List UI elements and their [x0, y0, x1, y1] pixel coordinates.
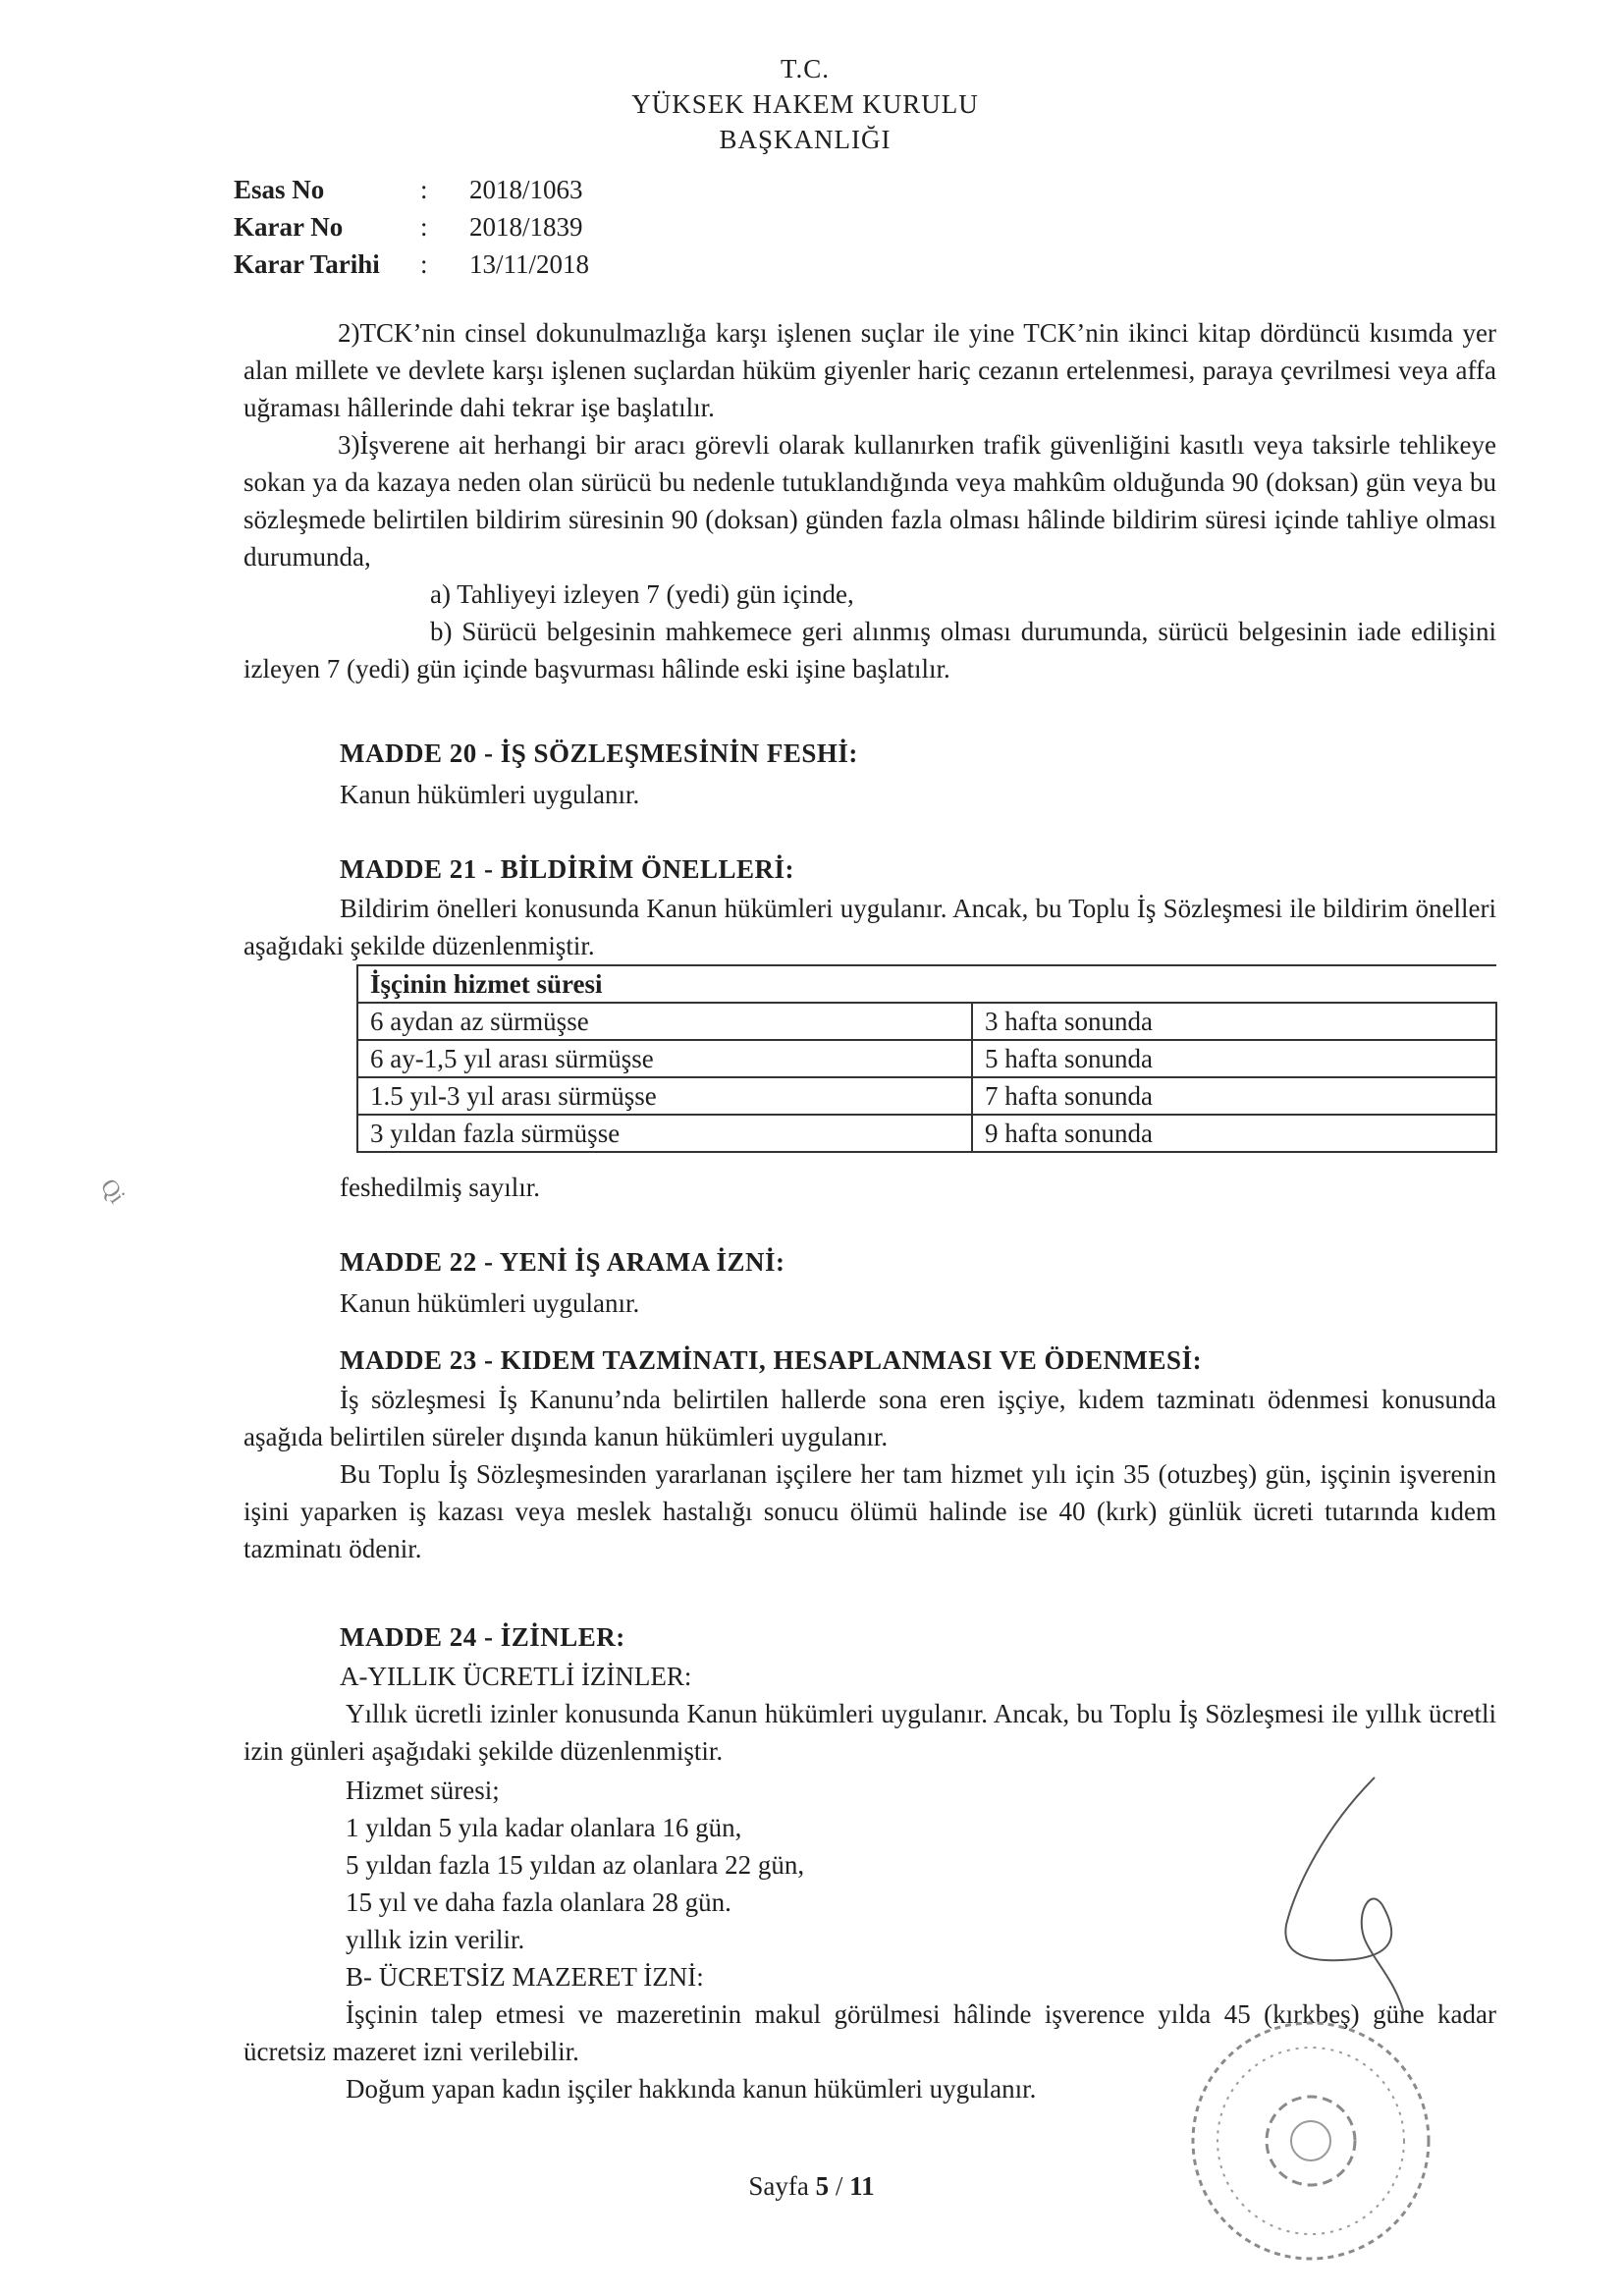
page-footer	[0, 2171, 1623, 2202]
table-row	[357, 1115, 1496, 1152]
header-line-tc: T.C.	[781, 54, 830, 83]
meta-colon: :	[420, 212, 428, 242]
meta-label: Esas No	[234, 175, 325, 204]
table-row	[357, 1003, 1496, 1040]
meta-row-esas	[234, 171, 589, 208]
notice-cell: 9 hafta sonunda	[972, 1115, 1496, 1152]
madde-24-text-a: Yıllık ücretli izinler konusunda Kanun hükümleri uygulanır. Ancak, bu Toplu İş Sözleşmesi ile yıllık ücretli izin günleri aşağıdaki şekilde düzenlenmiştir.	[243, 1699, 1496, 1766]
madde-23-heading: MADDE 23 - KIDEM TAZMİNATI, HESAPLANMASI VE ÖDENMESİ:	[340, 1345, 1203, 1375]
madde-22-heading: MADDE 22 - YENİ İŞ ARAMA İZNİ:	[340, 1247, 785, 1277]
notice-cell: 5 hafta sonunda	[972, 1040, 1496, 1077]
page-prefix: Sayfa	[748, 2171, 816, 2201]
page-separator: /	[829, 2171, 850, 2201]
meta-label: Karar No	[234, 212, 344, 242]
meta-value: 13/11/2018	[469, 249, 590, 279]
period-cell: 6 aydan az sürmüşse	[357, 1003, 972, 1040]
signature-icon	[1267, 1768, 1414, 2023]
madde-20-text: Kanun hükümleri uygulanır.	[340, 780, 640, 809]
header-line-institution: YÜKSEK HAKEM KURULU	[631, 89, 979, 119]
madde-24-sub-b: B- ÜCRETSİZ MAZERET İZNİ:	[346, 1962, 704, 1992]
margin-mark: Qi	[94, 1174, 130, 1209]
meta-colon: :	[420, 175, 428, 204]
meta-row-tarih	[234, 246, 589, 283]
madde-21-text: Bildirim önelleri konusunda Kanun hükümleri uygulanır. Ancak, bu Toplu İş Sözleşmesi ile bildirim önelleri aşağıdaki şekilde düzenlenmiştir.	[243, 894, 1496, 960]
madde-24-text-b: İşçinin talep etmesi ve mazeretinin makul görülmesi hâlinde işverence yılda 45 (kırkbeş) güne kadar ücretsiz mazeret izni verilebilir.	[243, 1999, 1496, 2066]
madde-24-sub-a: A-YILLIK ÜCRETLİ İZİNLER:	[340, 1662, 692, 1691]
header-line-presidency: BAŞKANLIĞI	[719, 125, 892, 154]
table-row	[357, 1077, 1496, 1115]
period-cell: 6 ay-1,5 yıl arası sürmüşse	[357, 1040, 972, 1077]
period-cell: 3 yıldan fazla sürmüşse	[357, 1115, 972, 1152]
meta-value: 2018/1063	[469, 175, 583, 204]
page-number: 5	[815, 2171, 830, 2201]
madde-24-text-c: Doğum yapan kadın işçiler hakkında kanun hükümleri uygulanır.	[346, 2074, 1037, 2104]
leave-line: yıllık izin verilir.	[346, 1925, 525, 1954]
madde-23-text-2: Bu Toplu İş Sözleşmesinden yararlanan işçilere her tam hizmet yılı için 35 (otuzbeş) gün, işçinin işverenin işini yaparken iş kazası veya meslek hastalığı sonucu ölümü halinde ise 40 (kırk) günlük ücreti tutarında kıdem tazminatı ödenir.	[243, 1459, 1496, 1563]
notice-cell: 7 hafta sonunda	[972, 1077, 1496, 1115]
madde-20-heading: MADDE 20 - İŞ SÖZLEŞMESİNİN FESHİ:	[340, 738, 858, 768]
table-header-row	[357, 965, 1496, 1003]
meta-row-karar	[234, 208, 589, 246]
meta-label: Karar Tarihi	[234, 249, 380, 279]
leave-line: 15 yıl ve daha fazla olanlara 28 gün.	[346, 1887, 731, 1917]
paragraph-3a: a) Tahliyeyi izleyen 7 (yedi) gün içinde,	[430, 579, 854, 609]
case-meta	[234, 171, 589, 283]
leave-line: 1 yıldan 5 yıla kadar olanlara 16 gün,	[346, 1813, 742, 1842]
madde-22-text: Kanun hükümleri uygulanır.	[340, 1288, 640, 1318]
madde-24-heading: MADDE 24 - İZİNLER:	[340, 1622, 625, 1652]
page-total: 11	[849, 2171, 875, 2201]
table-header-cell: İşçinin hizmet süresi	[357, 965, 1496, 1003]
institution-header	[550, 51, 1060, 157]
paragraph-2: 2)TCK’nin cinsel dokunulmazlığa karşı işlenen suçlar ile yine TCK’nin ikinci kitap dördüncü kısımda yer alan millete ve devlete karşı işlenen suçlardan hüküm giyenler hariç cezanın ertelenmesi, paraya çevrilmesi veya affa uğraması hâllerinde dahi tekrar işe başlatılır.	[243, 318, 1496, 422]
paragraph-3b: b) Sürücü belgesinin mahkemece geri alınmış olması durumunda, sürücü belgesinin iade edilişini izleyen 7 (yedi) gün içinde başvurması hâlinde eski işine başlatılır.	[243, 617, 1496, 683]
paragraph-3: 3)İşverene ait herhangi bir aracı görevli olarak kullanırken trafik güvenliğini kasıtlı veya taksirle tehlikeye sokan ya da kazaya neden olan sürücü bu nedenle tutuklandığında veya mahkûm olduğunda 90 (doksan) gün veya bu sözleşmede belirtilen bildirim süresinin 90 (doksan) günden fazla olması hâlinde bildirim süresi içinde tahliye olması durumunda,	[243, 430, 1496, 572]
notice-cell: 3 hafta sonunda	[972, 1003, 1496, 1040]
notice-period-table	[356, 964, 1497, 1153]
official-stamp-icon	[1149, 1994, 1443, 2269]
madde-21-heading: MADDE 21 - BİLDİRİM ÖNELLERİ:	[340, 854, 795, 884]
madde-23-text-1: İş sözleşmesi İş Kanunu’nda belirtilen hallerde sona eren işçiye, kıdem tazminatı ödenmesi konusunda aşağıda belirtilen süreler dışında kanun hükümleri uygulanır.	[243, 1385, 1496, 1451]
table-row	[357, 1040, 1496, 1077]
leave-line: Hizmet süresi;	[346, 1776, 500, 1805]
meta-colon: :	[420, 249, 428, 279]
meta-value: 2018/1839	[469, 212, 583, 242]
madde-21-after: feshedilmiş sayılır.	[340, 1173, 540, 1202]
period-cell: 1.5 yıl-3 yıl arası sürmüşse	[357, 1077, 972, 1115]
leave-line: 5 yıldan fazla 15 yıldan az olanlara 22 gün,	[346, 1850, 805, 1880]
